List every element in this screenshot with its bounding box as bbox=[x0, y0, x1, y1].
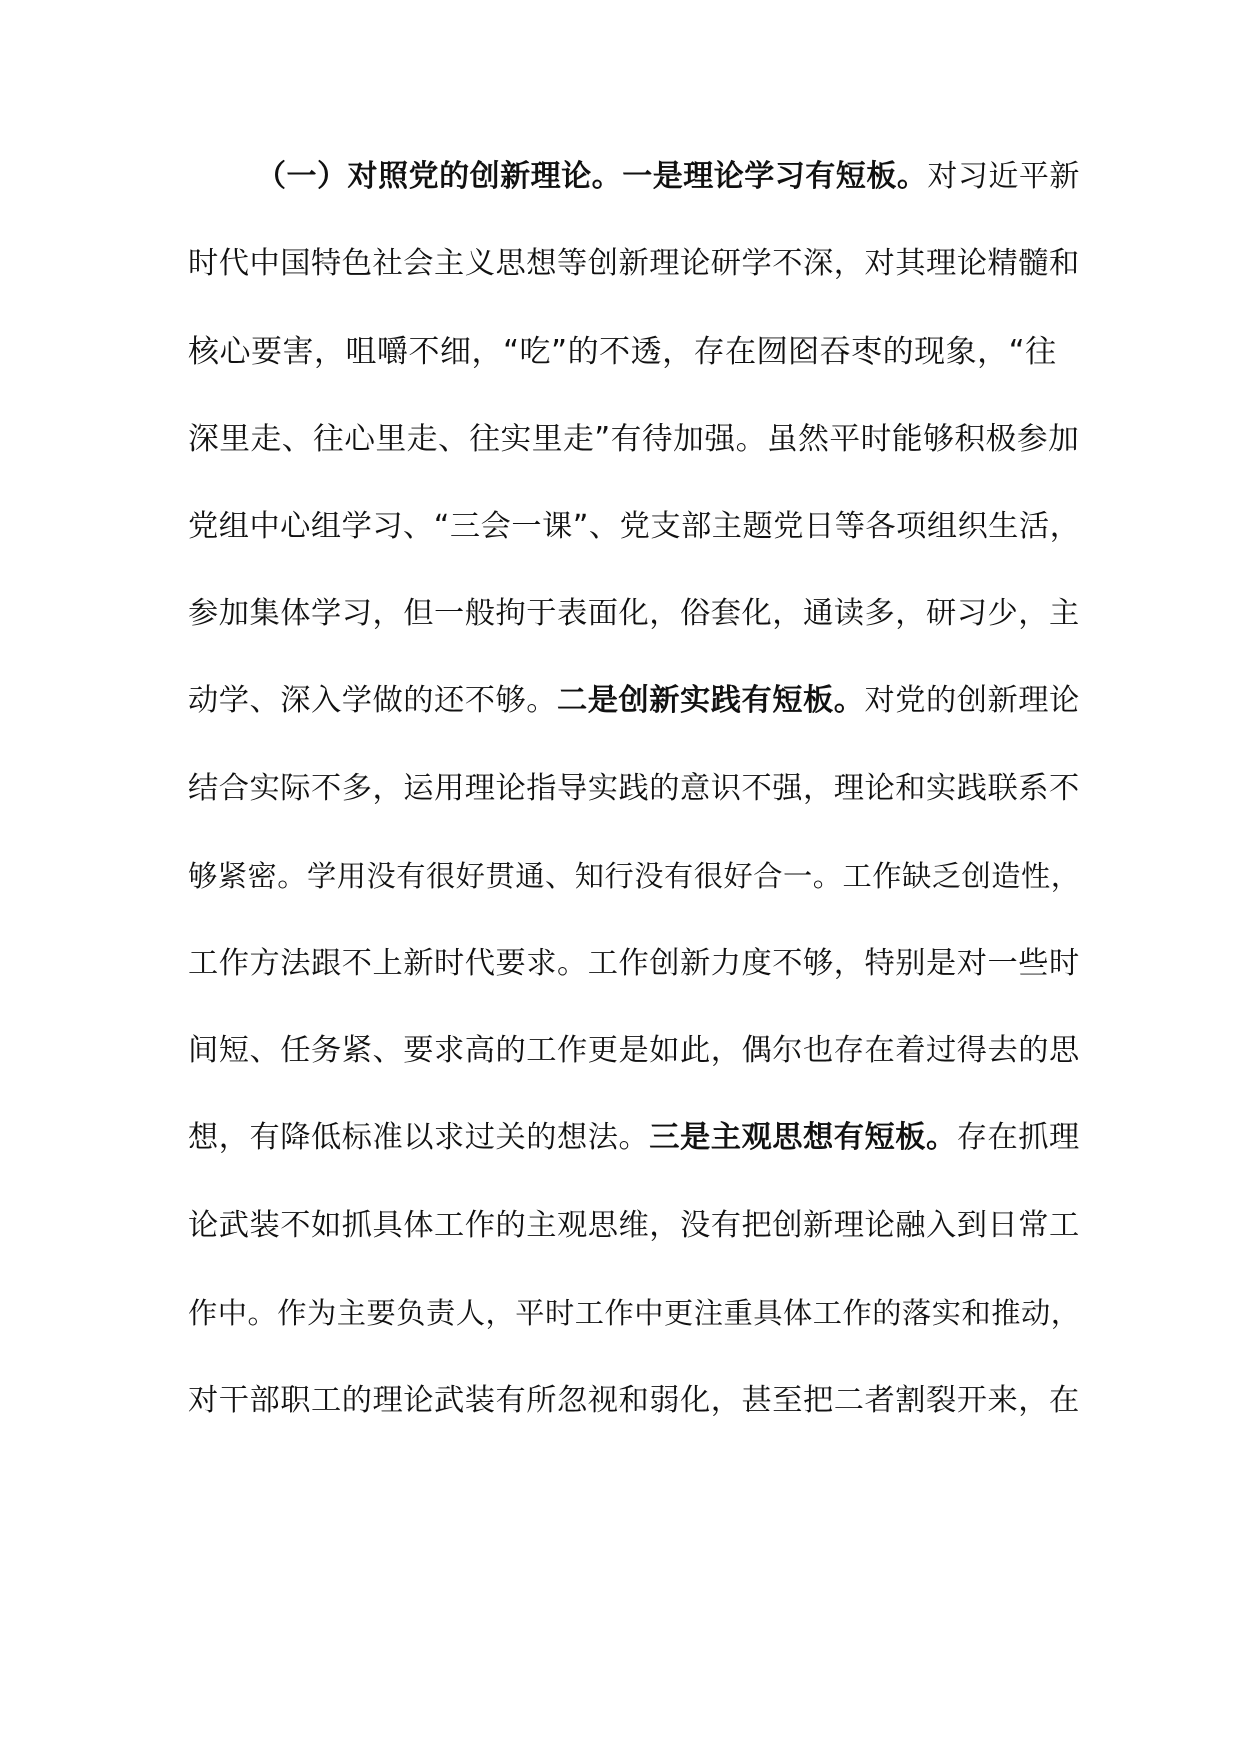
text-run: 参加集体学习，但一般拘于表面化，俗套化，通读多，研习少，主 bbox=[188, 596, 1080, 631]
text-line bbox=[188, 944, 1080, 984]
text-line bbox=[188, 1293, 1081, 1333]
bold-heading-run: （一）对照党的创新理论。一是理论学习有短板。 bbox=[256, 159, 928, 194]
text-line bbox=[188, 769, 1080, 809]
text-line bbox=[188, 1206, 1080, 1246]
text-line bbox=[188, 681, 1080, 721]
text-run: 动学、深入学做的还不够。 bbox=[188, 683, 558, 718]
text-line bbox=[188, 419, 1079, 459]
text-run: 对党的创新理论 bbox=[864, 683, 1080, 718]
text-run: 时代中国特色社会主义思想等创新理论研学不深，对其理论精髓和 bbox=[188, 246, 1080, 281]
text-run: 间短、任务紧、要求高的工作更是如此，偶尔也存在着过得去的思 bbox=[188, 1033, 1080, 1068]
text-run: 深里走、往心里走、往实里走”有待加强。虽然平时能够积极参加 bbox=[188, 421, 1080, 457]
text-run: 工作方法跟不上新时代要求。工作创新力度不够，特别是对一些时 bbox=[188, 946, 1080, 981]
text-line bbox=[188, 244, 1080, 284]
text-run: 党组中心组学习、“三会一课”、党支部主题党日等各项组织生活， bbox=[188, 509, 1081, 544]
text-run: 论武装不如抓具体工作的主观思维，没有把创新理论融入到日常工 bbox=[188, 1208, 1080, 1243]
text-run: 想，有降低标准以求过关的想法。 bbox=[188, 1120, 650, 1155]
text-run: 作中。作为主要负责人，平时工作中更注重具体工作的落实和推动， bbox=[188, 1296, 1081, 1330]
text-run: 存在抓理 bbox=[956, 1120, 1080, 1155]
bold-heading-run: 二是创新实践有短板。 bbox=[557, 683, 865, 718]
text-run: 核心要害，咀嚼不细，“吃”的不透，存在囫囵吞枣的现象，“往 bbox=[188, 334, 1057, 370]
text-line bbox=[256, 157, 1080, 197]
text-run: 对习近平新 bbox=[927, 159, 1080, 194]
text-run: 对干部职工的理论武装有所忽视和弱化，甚至把二者割裂开来，在 bbox=[188, 1383, 1080, 1418]
text-line bbox=[188, 1031, 1080, 1071]
text-line bbox=[188, 594, 1080, 634]
text-run: 结合实际不多，运用理论指导实践的意识不强，理论和实践联系不 bbox=[188, 771, 1080, 806]
text-line bbox=[188, 507, 1080, 547]
text-run: 够紧密。学用没有很好贯通、知行没有很好合一。工作缺乏创造性， bbox=[188, 859, 1081, 893]
text-line bbox=[188, 332, 1057, 372]
text-line bbox=[188, 1381, 1080, 1421]
text-line bbox=[188, 856, 1081, 896]
text-line bbox=[188, 1118, 1080, 1158]
bold-heading-run: 三是主观思想有短板。 bbox=[649, 1120, 957, 1155]
